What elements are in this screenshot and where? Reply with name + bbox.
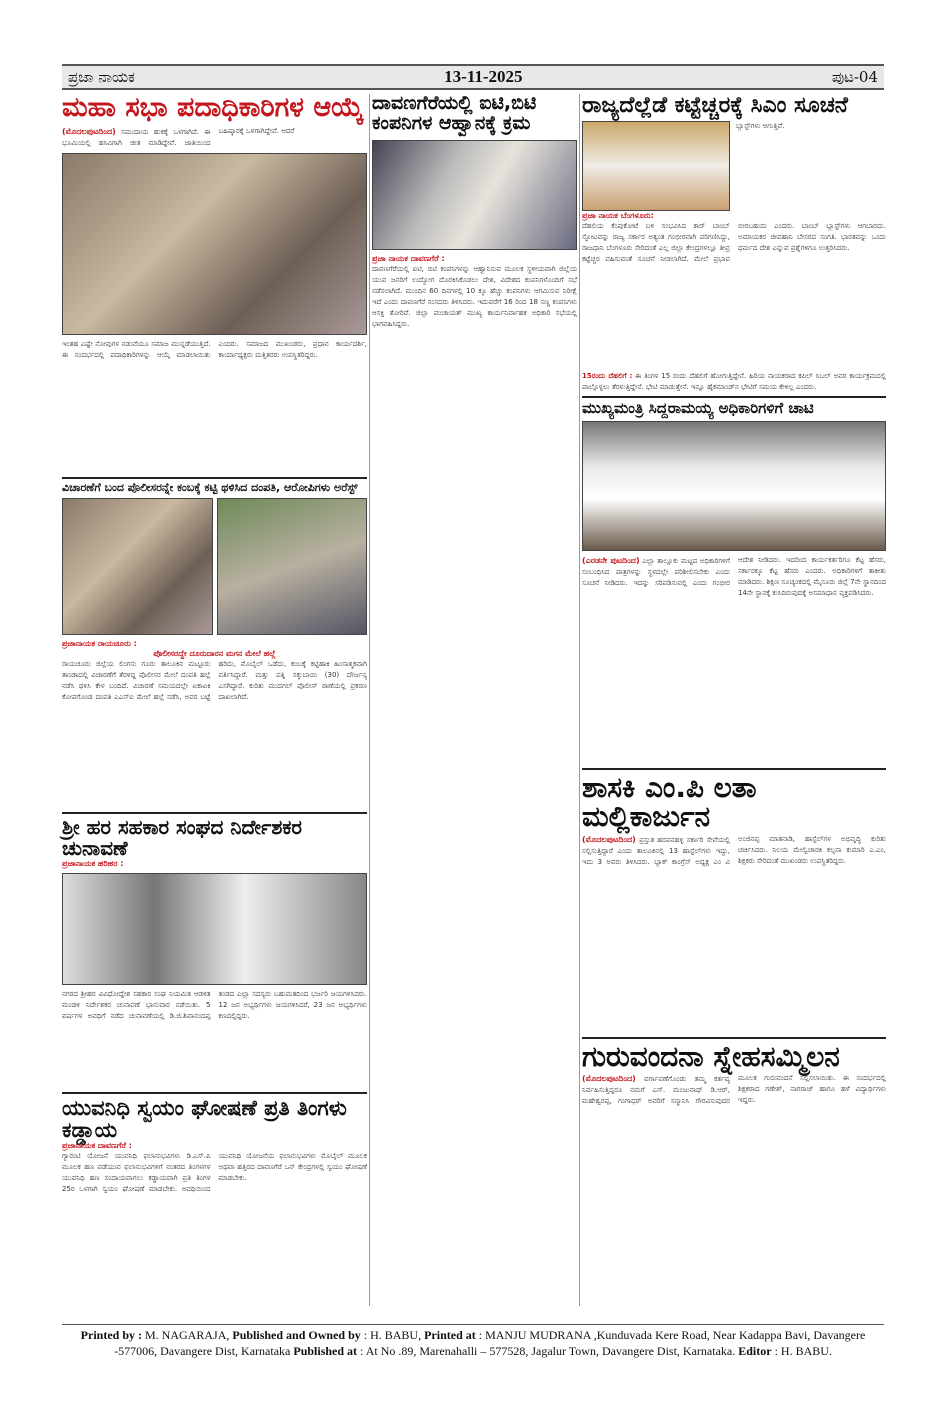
article-cm-officials (582, 401, 886, 765)
article-photo (372, 140, 577, 250)
dateline: ಪ್ರಜಾ ನಾಯಕ ದಾವಣಗೆರೆ : (372, 253, 445, 263)
printed-at-label: Printed at (424, 1328, 476, 1342)
headline: ವಿಚಾರಣೆಗೆ ಬಂದ ಪೊಲೀಸರನ್ನೇ ಕಂಬಕ್ಕೆ ಕಟ್ಟಿ ಥಳಿಸಿದ ದಂಪತಿ, ಆರೋಪಿಗಳು ಅರೆಸ್ಟ್ (62, 481, 358, 495)
headline: ದಾವಣಗೆರೆಯಲ್ಲಿ ಐಟಿ,ಬಿಟಿ ಕಂಪನಿಗಳ ಆಹ್ವಾನಕ್ಕೆ ಕ್ರಮ (372, 92, 537, 134)
article-harihar (62, 814, 367, 1089)
headline: ಶ್ರೀ ಹರ ಸಹಕಾರ ಸಂಘದ ನಿರ್ದೇಶಕರ ಚುನಾವಣೆ (62, 814, 302, 860)
article-body: ನಗರದ ಶ್ರೀಹರ ವಿವಿಧೋದ್ದೇಶ ಸಹಕಾರ ಸಂಘ ನಿಯಮಿತ ಆಡಳಿತ ಮಂಡಳಿ ನಿರ್ದೇಶಕರ ಚುನಾವಣೆ ಭಾನುವಾರ ನಡೆಯಿತು. 5 ವರ್ಷಗಳ ಅವಧಿಗೆ ನಡೆದ ಚುನಾವಣೆಯಲ್ಲಿ ಡಿ.ಜಿ.ಶಿವಾನಂದಪ್ಪ ತಂಡದ ಎಲ್ಲಾ ಸದಸ್ಯರು ಬಹುಮತದಿಂದ ಭರ್ಜರಿ ಜಯಗಳಿಸಿದರು. 12 ಜನ ಅಭ್ಯರ್ಥಿಗಳು ಜಯಗಳಿಸಿದರೆ, 23 ಜನ ಅಭ್ಯರ್ಥಿಗಳು ಕಣದಲ್ಲಿದ್ದರು. (62, 989, 367, 1020)
article-raichur (62, 482, 367, 809)
headline: ರಾಜ್ಯದೆಲ್ಲೆಡೆ ಕಟ್ಟೆಚ್ಚರಕ್ಕೆ ಸಿಎಂ ಸೂಚನೆ (582, 93, 848, 118)
dateline: ಪ್ರಜಾನಾಯಕ ರಾಯಚೂರು : (62, 638, 137, 648)
lead-text: ಎಲ್ಲಾ ತಾಲ್ಲೂಕು ಮಟ್ಟದ ಅಧಿಕಾರಿಗಳಿಗೆ ಸಂಬಂಧಿಸಿದ (582, 556, 731, 576)
article-body: ರಾಯಚೂರು ಜಿಲ್ಲೆಯ ಲಿಂಗಸು ಗೂರು ತಾಲೂಕಿನ ಮಟ್ಟೂರು ತಾಂಡಾದಲ್ಲಿ ವಿಚಾರಣೆಗೆ ತೆರಳಿದ್ದ ಪೊಲೀಸರ ಮೇಲೆ ದಂಪತಿ ಹಲ್ಲೆ ನಡೆಸಿ ಥಳಿಸಿ ಕೇಳ ಬಂದಿದೆ. ವಿಚಾರಣೆ ಸಮಯದಲ್ಲೇ ಏಕಾಏಕಿ ಕೋಪಗೊಂಡ ದಂಪತಿ ಎಎಸ್ಐ ಮೇಲೆ ಹಲ್ಲೆ ನಡೆಸಿ, ಅವರ ಬಟ್ಟೆ ಹರಿದು, ಮೊಬೈಲ್ ಒಡೆದು, ಕಂಬಕ್ಕೆ ಕಟ್ಟಿಹಾಕಿ ಹಿಂಸಾತ್ಮಕವಾಗಿ ವರ್ತಿಸಿದ್ದಾರೆ. ಮತ್ತು ಪತ್ನಿ ಸಕ್ಕುಬಾಯಿ (30) ದೌರ್ಜನ್ಯ ಎಸಗಿದ್ದಾರೆ. ಕುರಿತು ಮುದಗಲ್ ಪೊಲೀಸ್ ಠಾಣೆಯಲ್ಲಿ ಪ್ರಕರಣ ದಾಖಲಾಗಿದೆ. (62, 659, 367, 701)
printed-at: : MANJU MUDRANA ,Kunduvada Kere Road, Near Kadappa Bavi, Davangere -577006, Davangere Dist, Karnataka (114, 1328, 866, 1358)
divider (62, 1092, 367, 1094)
divider (62, 812, 367, 814)
article-body: ಬ್ಲಾಕ್ ಕಾಂಗ್ರೆಸ್ ಅಧ್ಯಕ್ಷ ಎಂ ವಿ ಅಂಜಿನಪ್ಪ ಮಾತನಾಡಿ, ಹಾಸ್ಟೆಲ್‌ಗಳ ಅಭಿವೃದ್ಧಿ ಕುರಿತು ಚರ್ಚಿಸಿದರು. ನಿಲಯ ಮೇಲ್ವಿಚಾರಕಿ ಕಲ್ಪನಾ ಕುಮಾರಿ ಎ.ಎಂ, ಶಿಕ್ಷಕರು ಸೇರಿದಂತೆ ಮುಖಂಡರು ಉಪಸ್ಥಿತರಿದ್ದರು. (654, 834, 886, 866)
dateline: ಪ್ರಜಾನಾಯಕ ಹರಿಹರ : (62, 858, 124, 868)
imprint-footer (62, 1324, 884, 1359)
issue-date: 13-11-2025 (444, 67, 523, 86)
article-it-bt (372, 94, 577, 1294)
divider (582, 1037, 886, 1039)
lead-text: ಬ್ಲಾಸ್ಟ್‌ಗಳು ಆಗುತ್ತಿವೆ. (736, 122, 785, 131)
dateline: (ಮೊದಲಪುಟದಿಂದ) (582, 834, 636, 844)
printed-by-label: Printed by : (80, 1328, 143, 1342)
divider (582, 396, 886, 398)
article-body: ಗ್ಯಾರಂಟಿ ಯೋಜನೆ ಯುವನಿಧಿ ಫಲಾನುಭವಿಗಳು ಡಿ.ಎಸ್.ಪಿ ಮೂಲಕ ಹಣ ಪಡೆಯುವ ಫಲಾನುಭವಿಗಳಿಗೆ ನಂತರದ ತಿಂಗಳಗಳ ಯುವನಿಧಿ ಹಣ ಸಂದಾಯವಾಗಲು ಕಡ್ಡಾಯವಾಗಿ ಪ್ರತಿ ತಿಂಗಳ 25ರ ಒಳಗಾಗಿ ಸ್ವಯಂ ಘೋಷಣೆ ಮಾಡಬೇಕು. ಅವಧಿಯಿಂದ ಯುವನಿಧಿ ಯೋಜನೆಯ ಫಲಾನುಭವಿಗಳು ಮೊಬೈಲ್ ಮೂಲಕ ಅಥವಾ ಹತ್ತಿರದ ದಾವಣಗೆರೆ ಒನ್ ಕೇಂದ್ರಗಳಲ್ಲಿ ಸ್ವಯಂ ಘೋಷಣೆ ಮಾಡಬೇಕು. (62, 1151, 367, 1193)
article-body: ಇಂತಹ ಎಷ್ಟೇ ನೋವುಗಳ ನಡುವೆಯೂ ಸಮಾಜ ಮುನ್ನಡೆಯುತ್ತಿದೆ. ಈ ಸಂದರ್ಭದಲ್ಲಿ ಪದಾಧಿಕಾರಿಗಳನ್ನು ಆಯ್ಕೆ ಮಾಡಲಾಯಿತು ಎಂದರು. ಸಮಾಜದ ಮುಖಂಡರು, ಪ್ರಧಾನ ಕಾರ್ಯದರ್ಶಿ, ಕಾರ್ಯಾಧ್ಯಕ್ಷರು ಮತ್ತಿತರರು ಉಪಸ್ಥಿತರಿದ್ದರು. (62, 340, 367, 360)
printed-by: M. NAGARAJA, (145, 1328, 230, 1342)
article-mla-latha (582, 770, 886, 1034)
published-at: : At No .89, Marenahalli – 577528, Jagalur Town, Davangere Dist, Karnataka. (360, 1344, 736, 1358)
column-left (62, 94, 367, 1211)
published-at-label: Published at (293, 1344, 358, 1358)
article-photo (582, 121, 730, 211)
highlight-label: 15ರಂದು ದೆಹಲಿಗೆ : (582, 372, 633, 381)
editor: : H. BABU. (774, 1344, 832, 1358)
lead-text: ಸಮುದಾಯ ಹುಕಕ್ಕೆ ಒಳಗಾಗಿದೆ. ಈ ಭೂಮಿಯಲ್ಲಿ ಹಸಿವಿಗಾಗಿ ಜೀತ ಮಾಡಿದ್ದೇವೆ. ಜಾತಿಯಿಂದ ಬಹಿಷ್ಕಾರಕ್ಕೆ ಒಳಗಾಗಿದ್ದೇವೆ. ಆದರೆ (62, 127, 295, 148)
headline: ಶಾಸಕಿ ಎಂ.ಪಿ ಲತಾ ಮಲ್ಲಿಕಾರ್ಜುನ (582, 770, 757, 834)
subheadline: ಪೊಲೀಸರದ್ದೇ ದೂರುದಾರನ ಮಗನ ಮೇಲೆ ಹಲ್ಲೆ (153, 648, 276, 658)
article-photo (62, 498, 213, 635)
headline: ಮಹಾ ಸಭಾ ಪದಾಧಿಕಾರಿಗಳ ಆಯ್ಕೆ (62, 92, 364, 123)
article-cm-alert (582, 94, 886, 393)
article-body: ದಾವಣಗೆರೆಯಲ್ಲಿ ಐಟಿ, ಬಿಟಿ ಕಂಪನಿಗಳನ್ನು ಆಹ್ವಾನಿಸುವ ಮೂಲಕ ಸ್ಥಳೀಯವಾಗಿ ಜಿಲ್ಲೆಯ ಯುವ ಜನರಿಗೆ ಉದ್ಯೋಗ ದೊರಕಿಸಿಕೊಡಲು ದೇಶ, ವಿದೇಶದ ಕಂಪನಿಗಳೊಂದಿಗೆ ಸಭೆ ನಡೆಸಲಾಗಿದೆ. ಮುಂದಿನ 60 ದಿನಗಳಲ್ಲಿ 10 ಕ್ಕೂ ಹೆಚ್ಚು ಕಂಪನಿಗಳು ಆಗಮಿಸುವ ನಿರೀಕ್ಷೆ ಇದೆ ಎಂದು ದಾವಣಗೆರೆ ಸಂಸದರು ತಿಳಿಸಿದರು. ಇದುವರೆಗೆ 16 ರಿಂದ 18 ಸಣ್ಣ ಕಂಪನಿಗಳು ಆಸಕ್ತಿ ತೋರಿವೆ. ಜಿಲ್ಲಾ ಪಂಚಾಯತ್ ಮುಖ್ಯ ಕಾರ್ಯನಿರ್ವಾಹಕ ಅಧಿಕಾರಿ ಸಭೆಯಲ್ಲಿ ಭಾಗವಹಿಸಿದ್ದರು. (372, 264, 577, 328)
article-guruvandana (582, 1039, 886, 1163)
article-body: ಪಾತ್ರಗಳನ್ನು ಸ್ಥಳದಲ್ಲೇ ಪರಿಶೀಲಿಸಬೇಕು ಎಂದು ಸೂಚನೆ ನೀಡಿದರು. ಇದನ್ನು ಸರಿಪಡಿಸುವಲ್ಲಿ ಎಂದು ಗಂಭೀರ ಆದೇಶ ನೀಡಿದರು. ಇದರಿಂದ ಕಾರ್ಯಕರ್ತರಿಗೂ ಕೆಟ್ಟ ಹೆಸರು, ಸರ್ಕಾರಕ್ಕೂ ಕೆಟ್ಟ ಹೆಸರು ಎಂದರು. ಅಧಿಕಾರಿಗಳಿಗೆ ತಾಕೀತು ಮಾಡಿದರು. ಶಿಕ್ಷಣ ಸೂಚ್ಯಂಕದಲ್ಲಿ ಮೈಸೂರು ಜಿಲ್ಲೆ 7ನೇ ಸ್ಥಾನದಿಂದ 14ನೇ ಸ್ಥಾನಕ್ಕೆ ಕುಸಿದಿರುವುದಕ್ಕೆ ಅಸಮಾಧಾನ ವ್ಯಕ್ತಪಡಿಸಿದರು. (582, 555, 886, 597)
published-owned-label: Published and Owned by (232, 1328, 361, 1342)
headline: ಗುರುವಂದನಾ ಸ್ನೇಹಸಮ್ಮಿಲನ (582, 1039, 840, 1073)
paper-name: ಪ್ರಜಾ ನಾಯಕ (68, 68, 135, 86)
divider (582, 768, 886, 770)
column-middle (372, 94, 577, 1294)
headline: ಯುವನಿಧಿ ಸ್ವಯಂ ಘೋಷಣೆ ಪ್ರತಿ ತಿಂಗಳು ಕಡ್ಡಾಯ (62, 1095, 347, 1142)
dateline: (ಮೊದಲಪುಟದಿಂದ) (582, 1074, 636, 1084)
article-photo (62, 153, 367, 335)
lead-text: ವರ್ಗಾವಣೆಗೊಂಡು ತಮ್ಮ ಕರ್ತವ್ಯ ನಿರ್ವಹಿಸುತ್ತಿದ್ದರೂ ನಮಗೆ (582, 1075, 730, 1095)
article-photo (582, 421, 886, 551)
editor-label: Editor (738, 1344, 772, 1358)
highlight-text: ಈ ತಿಂಗಳ 15 ರಂದು ದೆಹಲಿಗೆ ಹೋಗುತ್ತಿದ್ದೇನೆ. ಹಿರಿಯ ನಾಯಕರಾದ ಕಪಿಲ್ ಸಿಬಲ್ ಅವರ ಕಾರ್ಯಕ್ರಮದಲ್ಲಿ ಪಾಲ್ಗೊಳ್ಳಲು ತೆರಳುತ್ತಿದ್ದೇನೆ. ಭೇಟಿ ಮಾಡುತ್ತೇನೆ. ಇನ್ನೂ ಹೈಕಮಾಂಡ್‌ನ ಭೇಟಿಗೆ ಸಮಯ ಕೇಳಿಲ್ಲ ಎಂದರು. (582, 372, 886, 392)
column-right (582, 94, 886, 1163)
headline: ಮುಖ್ಯಮಂತ್ರಿ ಸಿದ್ದರಾಮಯ್ಯ ಅಧಿಕಾರಿಗಳಿಗೆ ಚಾಟಿ (582, 399, 814, 418)
article-yuvanidhi (62, 1097, 367, 1211)
published-owned: : H. BABU, (363, 1328, 422, 1342)
dateline: ಪ್ರಜಾನಾಯಕ ದಾವಣಗೆರೆ : (62, 1140, 132, 1150)
column-divider (579, 94, 580, 1306)
dateline: (ಮೊದಲಪುಟದಿಂದ) (62, 127, 116, 137)
divider (62, 477, 367, 479)
masthead (62, 64, 884, 90)
page-number: ಪುಟ-04 (831, 68, 878, 86)
article-mahasabha (62, 94, 367, 474)
dateline: (ಎರಡನೇ ಪುಟದಿಂದ) (582, 555, 640, 565)
article-body: ಎಸ್. ಮಂಜುನಾಥ್ ಡಿ.ಆರ್, ಮಹೇಶ್ವರಪ್ಪ, ಗಂಗಾಧರ್ ಅವರಿಗೆ ಸನ್ಮಾನಿಸಿ ಗೌರವಿಸುವುದರ ಮೂಲಕ ಗುರುವಂದನೆ ಸಲ್ಲಿಸಲಾಯಿತು. ಈ ಸಂದರ್ಭದಲ್ಲಿ ಶಿಕ್ಷಕರಾದ ಗಣೇಶ್, ನಾಗರಾಜ್ ಹಾಗೂ ಹಳೆ ವಿದ್ಯಾರ್ಥಿಗಳು ಇದ್ದರು. (582, 1074, 886, 1106)
lead-text: ಪ್ರಸ್ತುತ ಹರಪನಹಳ್ಳಿ ಸರ್ಕಾರಿ ಸೇವೆಯಲ್ಲಿ ಸಲ್ಲಿಸುತ್ತಿದ್ದಾರೆ ಎಂದು ತಾಲೂಕಿನಲ್ಲಿ 13 ಹಾಸ್ಟೆಲ್‌ಗಳು ಇದ್ದು, ಇದು 3 ಅವರು ತಿಳಿಸಿದರು. (582, 835, 730, 866)
article-photo (62, 873, 367, 985)
dateline: ಪ್ರಜಾ ನಾಯಕ ಬೆಂಗಳೂರು: (582, 211, 654, 221)
column-divider (369, 94, 370, 1306)
article-photo (217, 498, 368, 635)
article-body: ದೆಹಲಿಯ ಕೆಂಪುಕೋಟೆ ಬಳಿ ಸಂಭವಿಸಿದ ಕಾರ್ ಬಾಂಬ್ ಸ್ಫೋಟವನ್ನು ರಾಜ್ಯ ಸರ್ಕಾರ ಅತ್ಯಂತ ಗಂಭೀರವಾಗಿ ಪರಿಗಣಿಸಿದ್ದು, ರಾಜಧಾನಿ ಬೆಂಗಳೂರು ಸೇರಿದಂತೆ ಎಲ್ಲ ಜಿಲ್ಲಾ ಕೇಂದ್ರಗಳಲ್ಲೂ ತೀವ್ರ ಕಟ್ಟೆಚ್ಚರ ವಹಿಸುವಂತೆ ಸೂಚನೆ ನೀಡಲಾಗಿದೆ. ಮೇಲೆ ಪ್ರಭಾವ ಬೀರಬಹುದು ಎಂದರು. ಬಾಂಬ್ ಬ್ಲಾಸ್ಟ್‌ಗಳು ಆಗಬಾರದು. ಅಮಾಯಕರ ಜೀವಹಾನಿ ಬೇಸರದ ಸಂಗತಿ. ಭಾರತವನ್ನು ಒಂದು ಧರ್ಮದ ದೇಶ ಎನ್ನುವ ಪ್ರಶ್ನೆಗಳಿಗೂ ಉತ್ತರಿಸಿದರು. (582, 222, 886, 264)
